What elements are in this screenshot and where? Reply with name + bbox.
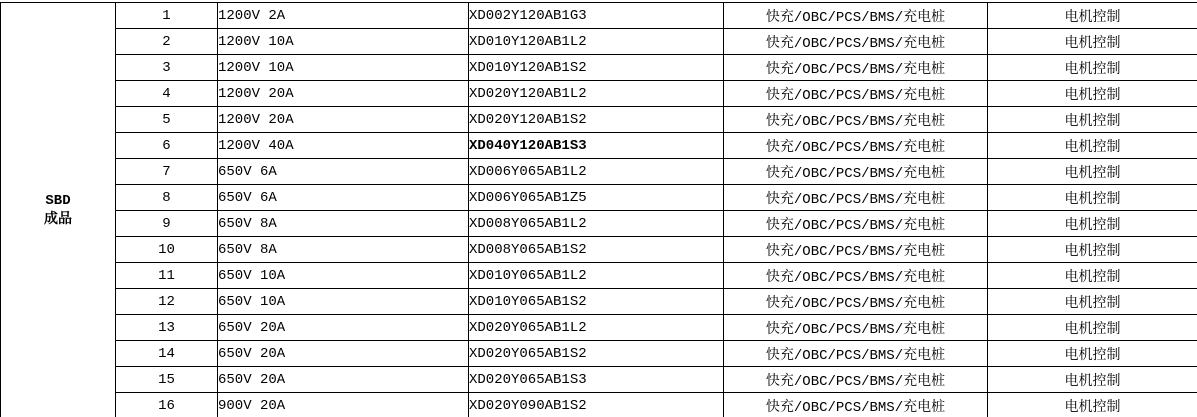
- part-number-cell: XD008Y065AB1S2: [469, 237, 724, 263]
- applications-cell: 快充/OBC/PCS/BMS/充电桩: [724, 237, 988, 263]
- row-number-cell: 3: [116, 55, 218, 81]
- row-number-cell: 5: [116, 107, 218, 133]
- applications-cell: 快充/OBC/PCS/BMS/充电桩: [724, 185, 988, 211]
- product-table: [0, 2, 1197, 417]
- row-number-cell: 13: [116, 315, 218, 341]
- row-number-cell: 4: [116, 81, 218, 107]
- table-row: [1, 237, 1197, 263]
- applications-cell: 快充/OBC/PCS/BMS/充电桩: [724, 81, 988, 107]
- rating-cell: 650V 8A: [218, 237, 469, 263]
- motor-control-cell: 电机控制: [988, 55, 1197, 81]
- rating-cell: 650V 20A: [218, 367, 469, 393]
- table-row: [1, 367, 1197, 393]
- table-row: [1, 159, 1197, 185]
- table-row: [1, 341, 1197, 367]
- motor-control-cell: 电机控制: [988, 185, 1197, 211]
- row-number-cell: 1: [116, 3, 218, 29]
- applications-cell: 快充/OBC/PCS/BMS/充电桩: [724, 29, 988, 55]
- motor-control-cell: 电机控制: [988, 159, 1197, 185]
- motor-control-cell: 电机控制: [988, 3, 1197, 29]
- rating-cell: 650V 6A: [218, 159, 469, 185]
- rating-cell: 650V 20A: [218, 315, 469, 341]
- table-row: [1, 55, 1197, 81]
- rating-cell: 650V 10A: [218, 289, 469, 315]
- part-number-cell: XD020Y120AB1S2: [469, 107, 724, 133]
- table-row: [1, 3, 1197, 29]
- part-number-cell: XD006Y065AB1Z5: [469, 185, 724, 211]
- table-row: [1, 393, 1197, 417]
- applications-cell: 快充/OBC/PCS/BMS/充电桩: [724, 263, 988, 289]
- motor-control-cell: 电机控制: [988, 393, 1197, 417]
- motor-control-cell: 电机控制: [988, 133, 1197, 159]
- part-number-cell: XD020Y065AB1L2: [469, 315, 724, 341]
- category-label-line2: 成品: [44, 211, 72, 228]
- row-number-cell: 6: [116, 133, 218, 159]
- motor-control-cell: 电机控制: [988, 81, 1197, 107]
- motor-control-cell: 电机控制: [988, 211, 1197, 237]
- row-number-cell: 7: [116, 159, 218, 185]
- applications-cell: 快充/OBC/PCS/BMS/充电桩: [724, 55, 988, 81]
- rating-cell: 1200V 40A: [218, 133, 469, 159]
- applications-cell: 快充/OBC/PCS/BMS/充电桩: [724, 133, 988, 159]
- table-row: [1, 211, 1197, 237]
- row-number-cell: 15: [116, 367, 218, 393]
- part-number-cell: XD040Y120AB1S3: [469, 133, 724, 159]
- part-number-cell: XD008Y065AB1L2: [469, 211, 724, 237]
- table-row: [1, 185, 1197, 211]
- rating-cell: 650V 20A: [218, 341, 469, 367]
- rating-cell: 1200V 10A: [218, 29, 469, 55]
- row-number-cell: 10: [116, 237, 218, 263]
- part-number-cell: XD020Y120AB1L2: [469, 81, 724, 107]
- rating-cell: 650V 8A: [218, 211, 469, 237]
- applications-cell: 快充/OBC/PCS/BMS/充电桩: [724, 367, 988, 393]
- part-number-cell: XD020Y065AB1S3: [469, 367, 724, 393]
- part-number-cell: XD010Y120AB1L2: [469, 29, 724, 55]
- part-number-cell: XD020Y090AB1S2: [469, 393, 724, 417]
- row-number-cell: 11: [116, 263, 218, 289]
- applications-cell: 快充/OBC/PCS/BMS/充电桩: [724, 3, 988, 29]
- motor-control-cell: 电机控制: [988, 315, 1197, 341]
- rating-cell: 650V 6A: [218, 185, 469, 211]
- applications-cell: 快充/OBC/PCS/BMS/充电桩: [724, 211, 988, 237]
- part-number-cell: XD010Y065AB1S2: [469, 289, 724, 315]
- part-number-cell: XD006Y065AB1L2: [469, 159, 724, 185]
- category-cell: [1, 3, 116, 417]
- table-row: [1, 133, 1197, 159]
- motor-control-cell: 电机控制: [988, 237, 1197, 263]
- rating-cell: 1200V 10A: [218, 55, 469, 81]
- table-row: [1, 81, 1197, 107]
- row-number-cell: 2: [116, 29, 218, 55]
- part-number-cell: XD020Y065AB1S2: [469, 341, 724, 367]
- table-row: [1, 263, 1197, 289]
- row-number-cell: 9: [116, 211, 218, 237]
- part-number-cell: XD002Y120AB1G3: [469, 3, 724, 29]
- rating-cell: 1200V 20A: [218, 107, 469, 133]
- category-label-line1: SBD: [45, 192, 71, 209]
- row-number-cell: 16: [116, 393, 218, 417]
- row-number-cell: 12: [116, 289, 218, 315]
- part-number-cell: XD010Y120AB1S2: [469, 55, 724, 81]
- row-number-cell: 8: [116, 185, 218, 211]
- table-row: [1, 289, 1197, 315]
- applications-cell: 快充/OBC/PCS/BMS/充电桩: [724, 159, 988, 185]
- applications-cell: 快充/OBC/PCS/BMS/充电桩: [724, 107, 988, 133]
- motor-control-cell: 电机控制: [988, 341, 1197, 367]
- applications-cell: 快充/OBC/PCS/BMS/充电桩: [724, 341, 988, 367]
- rating-cell: 650V 10A: [218, 263, 469, 289]
- motor-control-cell: 电机控制: [988, 289, 1197, 315]
- table-row: [1, 315, 1197, 341]
- applications-cell: 快充/OBC/PCS/BMS/充电桩: [724, 393, 988, 417]
- table-row: [1, 29, 1197, 55]
- motor-control-cell: 电机控制: [988, 367, 1197, 393]
- motor-control-cell: 电机控制: [988, 107, 1197, 133]
- rating-cell: 900V 20A: [218, 393, 469, 417]
- rating-cell: 1200V 20A: [218, 81, 469, 107]
- motor-control-cell: 电机控制: [988, 263, 1197, 289]
- row-number-cell: 14: [116, 341, 218, 367]
- part-number-cell: XD010Y065AB1L2: [469, 263, 724, 289]
- motor-control-cell: 电机控制: [988, 29, 1197, 55]
- applications-cell: 快充/OBC/PCS/BMS/充电桩: [724, 289, 988, 315]
- rating-cell: 1200V 2A: [218, 3, 469, 29]
- table-row: [1, 107, 1197, 133]
- applications-cell: 快充/OBC/PCS/BMS/充电桩: [724, 315, 988, 341]
